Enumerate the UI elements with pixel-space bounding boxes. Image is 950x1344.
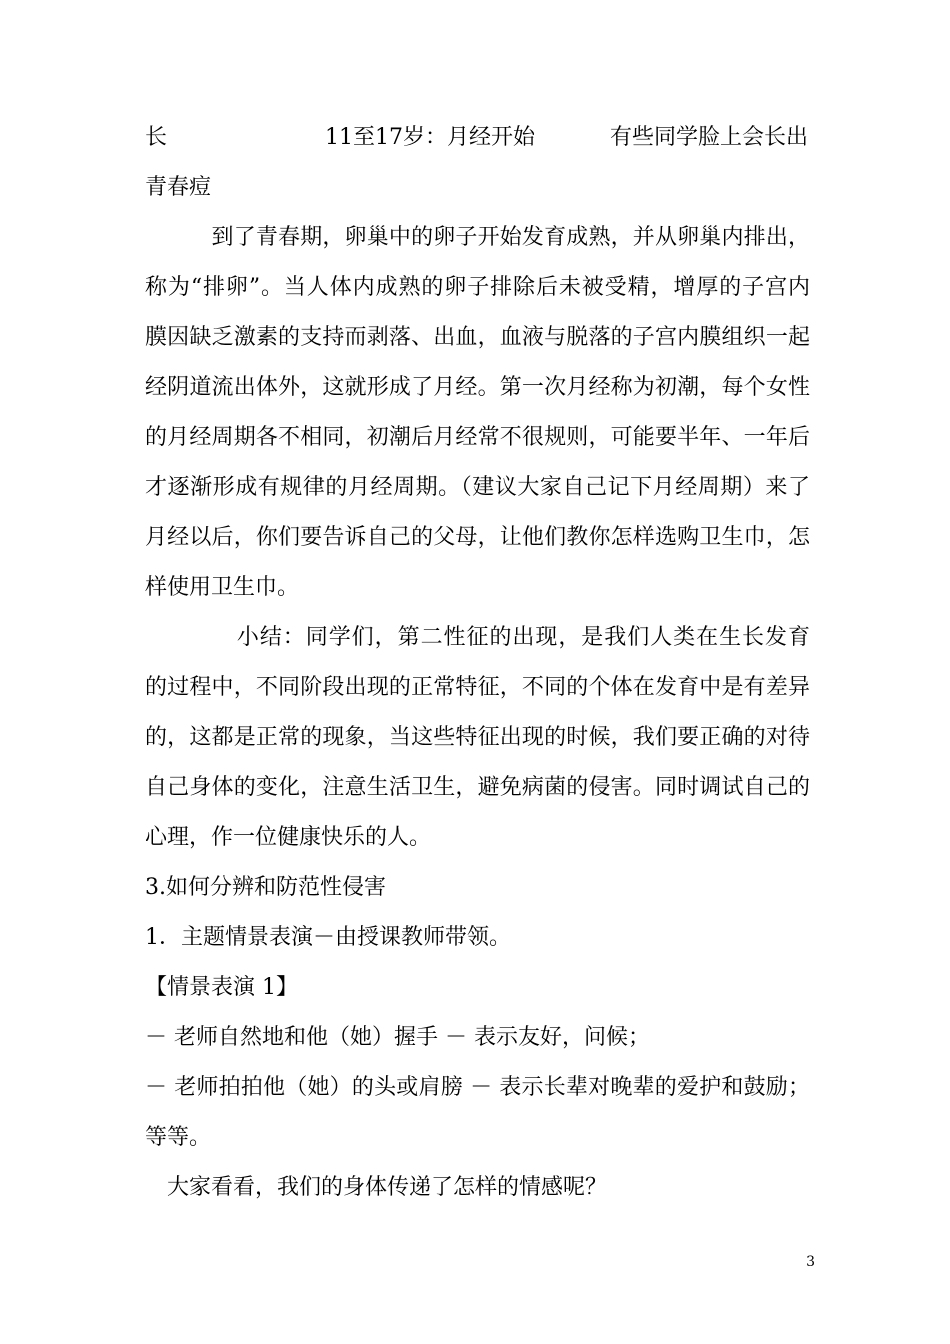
text-line: 心理，作一位健康快乐的人。 (145, 825, 432, 850)
text-line: 的，这都是正常的现象，当这些特征出现的时候，我们要正确的对待 (145, 725, 810, 750)
text-line: 的月经周期各不相同，初潮后月经常不很规则，可能要半年、一年后 (145, 425, 810, 450)
text-line: 1．主题情景表演－由授课教师带领。 (145, 925, 511, 950)
page-number: 3 (806, 1254, 815, 1270)
text-line: 到了青春期，卵巢中的卵子开始发育成熟，并从卵巢内排出， (145, 225, 810, 250)
text-line: 经阴道流出体外，这就形成了月经。第一次月经称为初潮，每个女性 (145, 375, 810, 400)
development-stage-row (145, 113, 810, 163)
text-line: 才逐渐形成有规律的月经周期。（建议大家自己记下月经周期）来了 (145, 475, 810, 500)
text-line: 称为“排卵”。当人体内成熟的卵子排除后未被受精，增厚的子宫内 (145, 275, 810, 300)
text-line: 小结：同学们，第二性征的出现，是我们人类在生长发育 (145, 625, 810, 650)
text-line: － 老师拍拍他（她）的头或肩膀 － 表示长辈对晚辈的爱护和鼓励； (145, 1075, 810, 1100)
stage-label: 长 (145, 125, 168, 150)
text-line: 【情景表演 1】 (145, 975, 298, 1000)
text-line: 大家看看，我们的身体传递了怎样的情感呢？ (145, 1175, 608, 1200)
text-line: 月经以后，你们要告诉自己的父母，让他们教你怎样选购卫生巾，怎 (145, 525, 810, 550)
age-range-text: 11至17岁：月经开始 (325, 125, 535, 150)
text-line: 样使用卫生巾。 (145, 575, 300, 600)
stage-feature-text: 有些同学脸上会长出 (610, 125, 809, 150)
text-line: 的过程中，不同阶段出现的正常特征，不同的个体在发育中是有差异 (145, 675, 810, 700)
text-line: 自己身体的变化，注意生活卫生，避免病菌的侵害。同时调试自己的 (145, 775, 810, 800)
body-text (145, 163, 810, 1213)
text-line: － 老师自然地和他（她）握手 － 表示友好，问候； (145, 1025, 650, 1050)
text-line: 等等。 (145, 1125, 212, 1150)
section-heading: 3.如何分辨和防范性侵害 (145, 875, 386, 900)
text-line: 膜因缺乏激素的支持而剥落、出血，血液与脱落的子宫内膜组织一起 (145, 325, 810, 350)
text-line: 青春痘 (145, 175, 212, 200)
